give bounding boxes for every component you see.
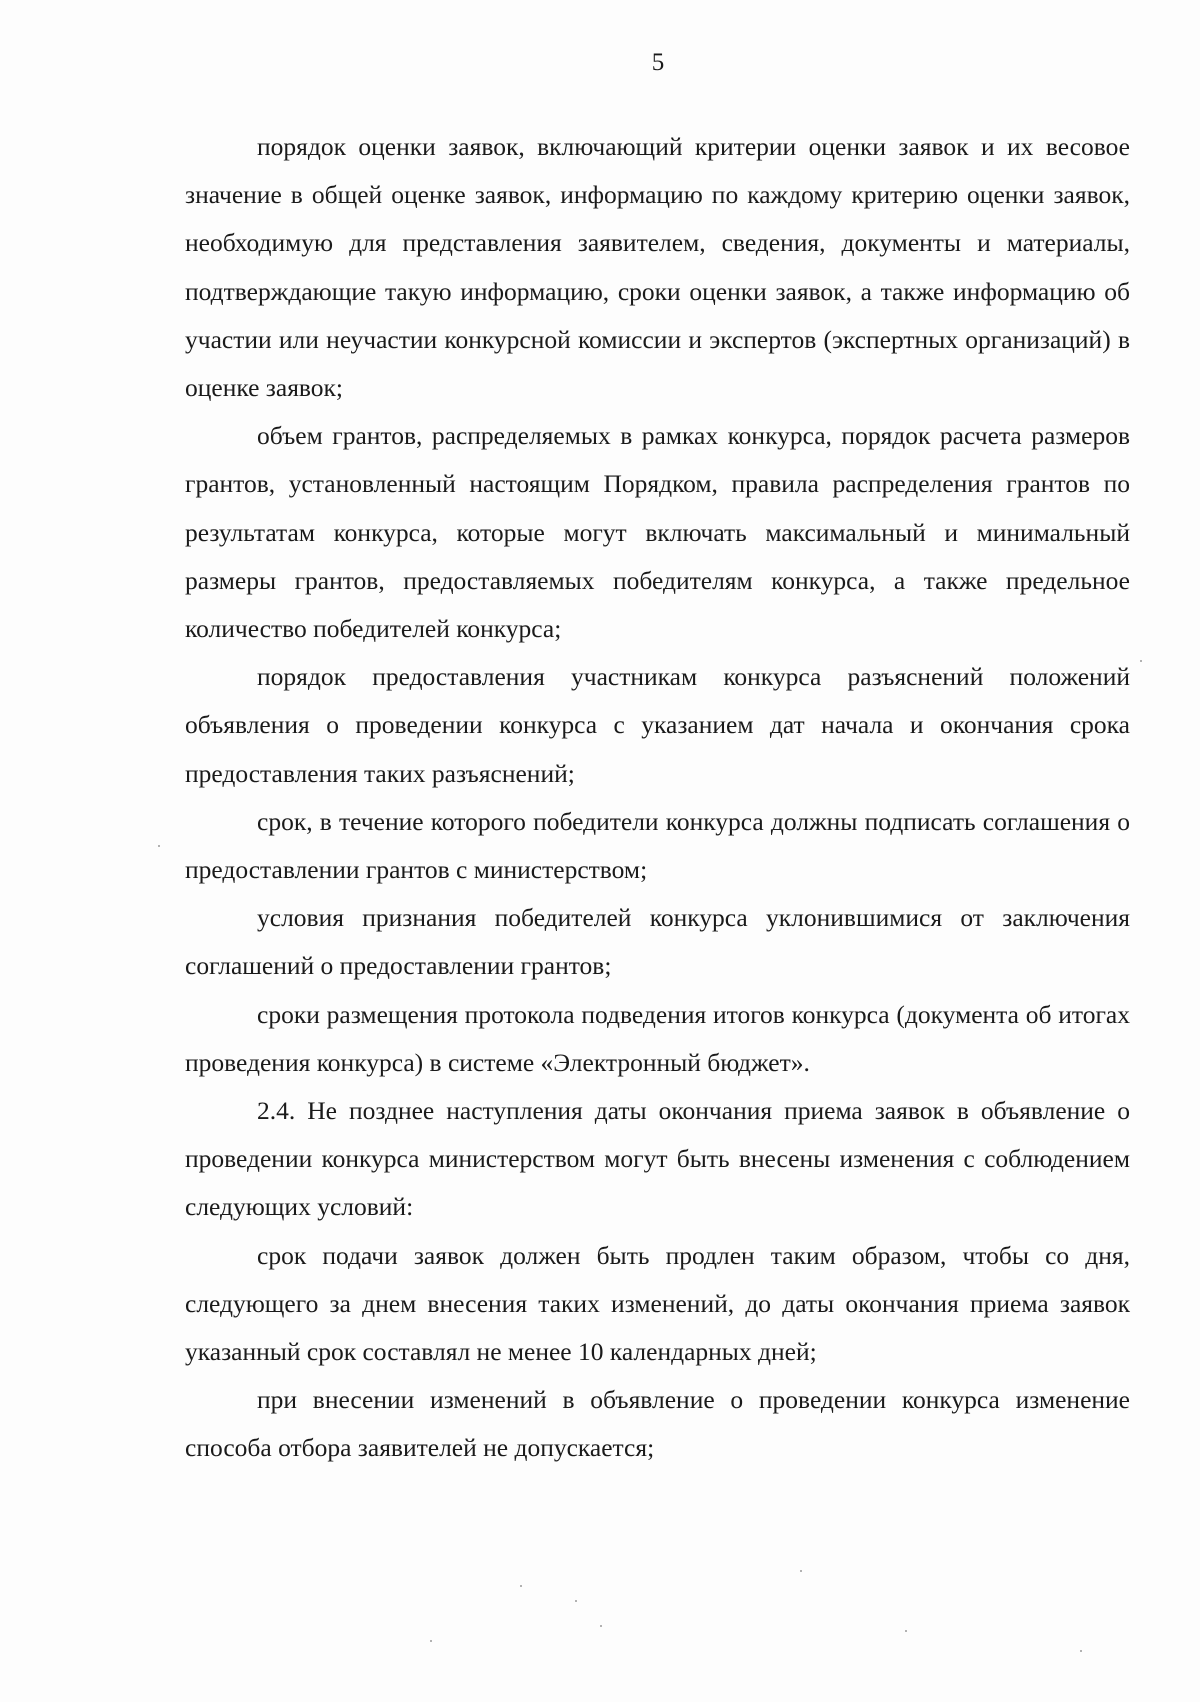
scan-speck (1080, 1650, 1082, 1652)
scan-speck (1140, 660, 1142, 662)
scan-speck (905, 1630, 907, 1632)
paragraph-method-change: при внесении изменений в объявление о проведении конкурса изменение способа отбора заявителей не допускается; (185, 1385, 1130, 1463)
scan-speck (575, 1600, 577, 1602)
page-number: 5 (651, 49, 665, 76)
paragraph-evasion-conditions: условия признания победителей конкурса уклонившимися от заключения соглашений о предоставлении грантов; (185, 903, 1130, 981)
scan-speck (158, 845, 160, 847)
scan-speck (600, 1625, 602, 1627)
paragraph-evaluation-procedure: порядок оценки заявок, включающий критерии оценки заявок и их весовое значение в общей оценке заявок, информацию по каждому критерию оценки заявок, необходимую для представления заявителем, сведения, документы и материалы, подтверждающие такую информацию, сроки оценки заявок, а также информацию об участии или неучастии конкурсной комиссии и экспертов (экспертных организаций) в оценке заявок; (185, 132, 1130, 403)
paragraph-clarifications: порядок предоставления участникам конкурса разъяснений положений объявления о проведении конкурса с указанием дат начала и окончания срока предоставления таких разъяснений; (185, 662, 1130, 788)
scan-speck (800, 1570, 802, 1572)
scan-speck (430, 1640, 432, 1642)
paragraph-deadline-extension: срок подачи заявок должен быть продлен таким образом, чтобы со дня, следующего за днем внесения таких изменений, до даты окончания приема заявок указанный срок составлял не менее 10 календарных дней; (185, 1240, 1130, 1367)
scan-speck (520, 1585, 522, 1587)
document-body (185, 123, 1130, 1473)
paragraph-grant-volume: объем грантов, распределяемых в рамках конкурса, порядок расчета размеров грантов, установленный настоящим Порядком, правила распределения грантов по результатам конкурса, которые могут включать максимальный и минимальный размеры грантов, предоставляемых победителям конкурса, а также предельное количество победителей конкурса; (185, 421, 1130, 644)
paragraph-section-2-4: 2.4. Не позднее наступления даты окончания приема заявок в объявление о проведении конкурса министерством могут быть внесены изменения с соблюдением следующих условий: (185, 1096, 1130, 1222)
paragraph-protocol-placement: сроки размещения протокола подведения итогов конкурса (документа об итогах проведения конкурса) в системе «Электронный бюджет». (185, 999, 1130, 1077)
paragraph-signing-deadline: срок, в течение которого победители конкурса должны подписать соглашения о предоставлении грантов с министерством; (185, 806, 1130, 885)
